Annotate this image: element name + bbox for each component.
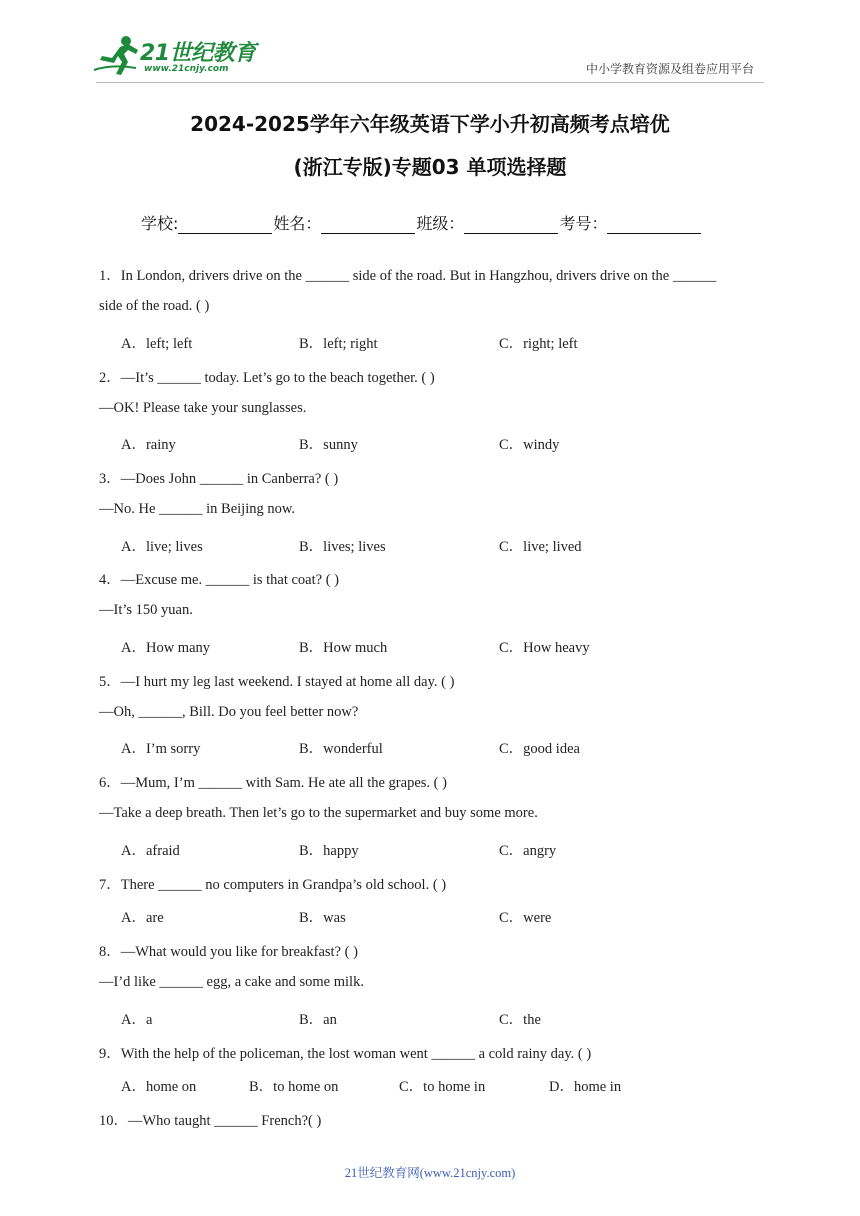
school-blank[interactable] <box>178 215 272 234</box>
question-6-option-b[interactable]: B．happy <box>299 843 359 859</box>
document-title: 2024-2025学年六年级英语下学小升初高频考点培优 <box>190 112 670 136</box>
student-info-row <box>141 211 702 234</box>
question-7-option-c[interactable]: C．were <box>499 910 552 926</box>
question-9-option-c[interactable]: C．to home in <box>399 1079 486 1095</box>
question-7-option-a[interactable]: A．are <box>121 910 164 926</box>
logo-url: www.21cnjy.com <box>144 64 229 74</box>
question-9-option-d[interactable]: D．home in <box>549 1079 622 1095</box>
question-4-option-c[interactable]: C．How heavy <box>499 640 590 656</box>
question-5-option-a[interactable]: A．I’m sorry <box>121 741 201 757</box>
question-10-line-1: 10．—Who taught ______ French?( ) <box>99 1113 322 1129</box>
question-6-option-c[interactable]: C．angry <box>499 843 557 859</box>
question-2-line-1: 2．—It’s ______ today. Let’s go to the beach together. ( ) <box>99 370 435 386</box>
question-2-option-a[interactable]: A．rainy <box>121 437 176 453</box>
question-1-line-1: 1．In London, drivers drive on the ______ side of the road. But in Hangzhou, drivers drive on the ______ <box>99 268 717 284</box>
question-4-option-a[interactable]: A．How many <box>121 640 211 656</box>
logo-text: 21世纪教育 <box>140 41 256 66</box>
class-blank[interactable] <box>464 215 558 234</box>
class-label: 班级： <box>416 214 465 233</box>
question-2-option-b[interactable]: B．sunny <box>299 437 358 453</box>
question-3-line-1: 3．—Does John ______ in Canberra? ( ) <box>99 471 339 487</box>
question-4-option-b[interactable]: B．How much <box>299 640 388 656</box>
question-8-option-c[interactable]: C．the <box>499 1012 541 1028</box>
question-5-line-1: 5．—I hurt my leg last weekend. I stayed at home all day. ( ) <box>99 674 455 690</box>
name-blank[interactable] <box>321 215 415 234</box>
question-5-option-c[interactable]: C．good idea <box>499 741 580 757</box>
question-8-line-1: 8．—What would you like for breakfast? ( ) <box>99 944 358 960</box>
question-1-option-a[interactable]: A．left; left <box>121 336 193 352</box>
question-9-option-a[interactable]: A．home on <box>121 1079 197 1095</box>
question-8-line-2: —I’d like ______ egg, a cake and some milk. <box>99 974 364 990</box>
question-9-option-b[interactable]: B．to home on <box>249 1079 339 1095</box>
question-6-line-2: —Take a deep breath. Then let’s go to the supermarket and buy some more. <box>99 805 538 821</box>
question-2-line-2: —OK! Please take your sunglasses. <box>99 400 307 416</box>
id-label: 考号： <box>559 214 608 233</box>
question-1-line-2: side of the road. ( ) <box>99 298 210 314</box>
question-3-option-c[interactable]: C．live; lived <box>499 539 582 555</box>
question-9-line-1: 9．With the help of the policeman, the lost woman went ______ a cold rainy day. ( ) <box>99 1046 592 1062</box>
id-blank[interactable] <box>607 215 701 234</box>
question-2-option-c[interactable]: C．windy <box>499 437 560 453</box>
school-label: 学校: <box>141 214 179 233</box>
question-8-option-b[interactable]: B．an <box>299 1012 337 1028</box>
question-6-option-a[interactable]: A．afraid <box>121 843 180 859</box>
question-6-line-1: 6．—Mum, I’m ______ with Sam. He ate all the grapes. ( ) <box>99 775 447 791</box>
page-header <box>0 0 860 80</box>
question-7-line-1: 7．There ______ no computers in Grandpa’s old school. ( ) <box>99 877 447 893</box>
platform-label: 中小学教育资源及组卷应用平台 <box>585 62 754 76</box>
question-3-option-a[interactable]: A．live; lives <box>121 539 203 555</box>
question-4-line-1: 4．—Excuse me. ______ is that coat? ( ) <box>99 572 339 588</box>
document-subtitle: (浙江专版)专题03 单项选择题 <box>293 155 567 179</box>
question-3-option-b[interactable]: B．lives; lives <box>299 539 386 555</box>
page-footer[interactable]: 21世纪教育网(www.21cnjy.com) <box>344 1166 516 1180</box>
name-label: 姓名： <box>273 214 322 233</box>
runner-logo-icon <box>92 34 142 78</box>
header-divider <box>96 82 764 83</box>
question-7-option-b[interactable]: B．was <box>299 910 346 926</box>
question-5-option-b[interactable]: B．wonderful <box>299 741 383 757</box>
question-5-line-2: —Oh, ______, Bill. Do you feel better now? <box>99 704 359 720</box>
question-8-option-a[interactable]: A．a <box>121 1012 153 1028</box>
question-1-option-b[interactable]: B．left; right <box>299 336 378 352</box>
question-4-line-2: —It’s 150 yuan. <box>99 602 193 618</box>
question-1-option-c[interactable]: C．right; left <box>499 336 578 352</box>
question-3-line-2: —No. He ______ in Beijing now. <box>99 501 296 517</box>
site-logo <box>92 34 262 78</box>
